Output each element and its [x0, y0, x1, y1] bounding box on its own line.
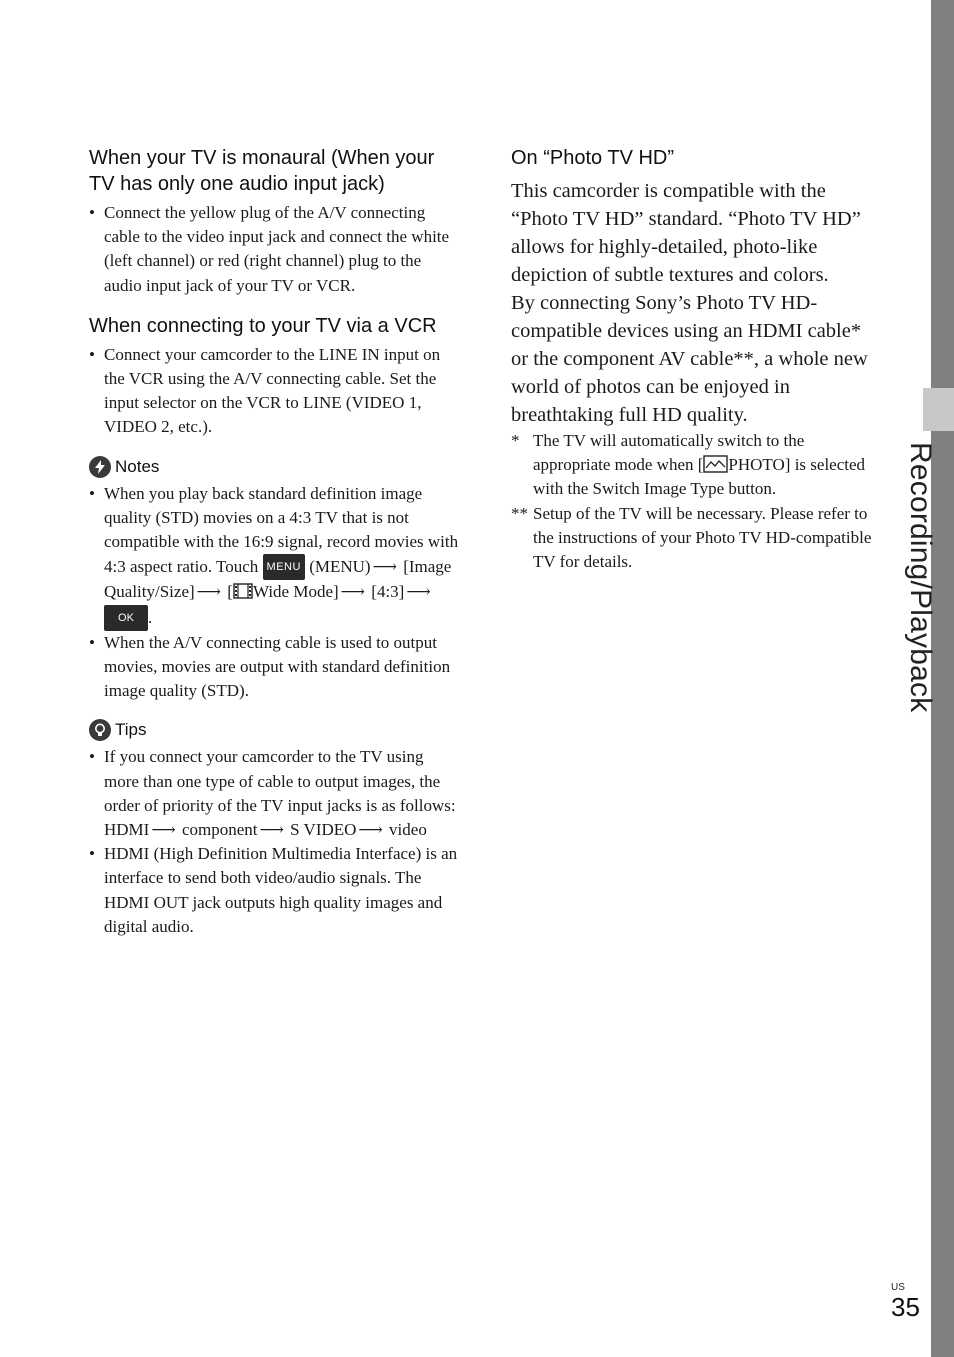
footnote-text: PHOTO] is selected with the Switch Image Type button. [533, 455, 866, 499]
arrow-right-icon: ⟶ [358, 820, 383, 840]
list-item [89, 745, 461, 842]
note-text: When you play back standard definition image quality (STD) movies on a 4:3 TV that is not compatible with the 16:9 signal, record movies with 4:3 aspect ratio. Touch [104, 483, 459, 577]
note-text: . [148, 607, 153, 627]
arrow-right-icon: ⟶ [259, 820, 284, 840]
footnote-mark: * [511, 431, 520, 450]
note-text: Wide Mode] [252, 582, 339, 602]
heading-vcr: When connecting to your TV via a VCR [89, 314, 437, 337]
lightbulb-icon [89, 719, 111, 741]
footnote-text: Setup of the TV will be necessary. Please refer to the instructions of your Photo TV HD-compatible TV for details. [533, 503, 872, 572]
page-number-value: 35 [891, 1292, 920, 1322]
section-label-text: Recording/Playback [904, 442, 937, 713]
list-item [89, 482, 461, 631]
note-text: [4:3] [371, 582, 405, 602]
tips-label-row [89, 719, 461, 741]
priority-video: video [389, 820, 427, 840]
region-code: US [891, 1282, 905, 1293]
list-item: • Connect your camcorder to the LINE IN input on the VCR using the A/V connecting cable. Set the input selector on the VCR to LINE (VIDEO 1, VIDEO 2, etc.). [89, 343, 461, 440]
menu-button[interactable]: MENU [263, 554, 305, 580]
heading-photo-tv-hd: On “Photo TV HD” [511, 147, 675, 169]
list-item: • When the A/V connecting cable is used to output movies, movies are output with standard definition image quality (STD). [89, 631, 461, 704]
heading-monaural: When your TV is monaural (When your TV has only one audio input jack) [89, 147, 435, 195]
note-text: [ [227, 582, 233, 602]
left-column [89, 145, 461, 939]
notes-label: Notes [115, 456, 160, 476]
arrow-right-icon: ⟶ [372, 557, 397, 577]
ok-button[interactable]: OK [104, 605, 148, 631]
list-item: • HDMI (High Definition Multimedia Interface) is an interface to send both video/audio signals. The HDMI OUT jack outputs high quality images and digital audio. [89, 842, 461, 939]
photo-icon [703, 455, 728, 473]
tip-text: If you connect your camcorder to the TV using more than one type of cable to output images, the order of priority of the TV input jacks is as follows: [104, 747, 456, 815]
footnote-1 [511, 429, 873, 502]
notes-icon [89, 456, 111, 478]
arrow-right-icon: ⟶ [196, 582, 222, 602]
photo-tv-para-1: This camcorder is compatible with the “Photo TV HD” standard. “Photo TV HD” allows for highly-detailed, photo-like depiction of subtle textures and colors. [511, 180, 861, 286]
list-item: • Connect the yellow plug of the A/V connecting cable to the video input jack and connect the white (left channel) or red (right channel) plug to the audio input jack of your TV or VCR. [89, 201, 461, 298]
note-text: (MENU) [309, 557, 371, 577]
film-icon [233, 583, 253, 599]
page-number [891, 1283, 920, 1321]
footnote-text: The TV will automatically switch to the appropriate mode when [ [533, 431, 805, 475]
footnote-2 [511, 502, 873, 575]
section-tab[interactable] [923, 388, 954, 431]
tips-list [89, 745, 461, 939]
note-text: [Image Quality/Size] [104, 557, 452, 602]
tips-label: Tips [115, 720, 147, 740]
notes-list [89, 482, 461, 704]
footnote-mark: ** [511, 503, 528, 523]
vcr-list [89, 343, 461, 440]
arrow-right-icon: ⟶ [340, 582, 366, 602]
notes-label-row [89, 456, 461, 478]
priority-s-video: S VIDEO [290, 820, 357, 840]
photo-tv-para-2: By connecting Sony’s Photo TV HD-compatible devices using an HDMI cable* or the component AV cable**, a whole new world of photos can be enjoyed in breathtaking full HD quality. [511, 292, 868, 426]
right-column [511, 145, 873, 574]
arrow-right-icon: ⟶ [151, 820, 176, 840]
priority-hdmi: HDMI [104, 820, 150, 840]
arrow-right-icon: ⟶ [406, 582, 431, 602]
monaural-list [89, 201, 461, 298]
priority-component: component [181, 820, 258, 840]
